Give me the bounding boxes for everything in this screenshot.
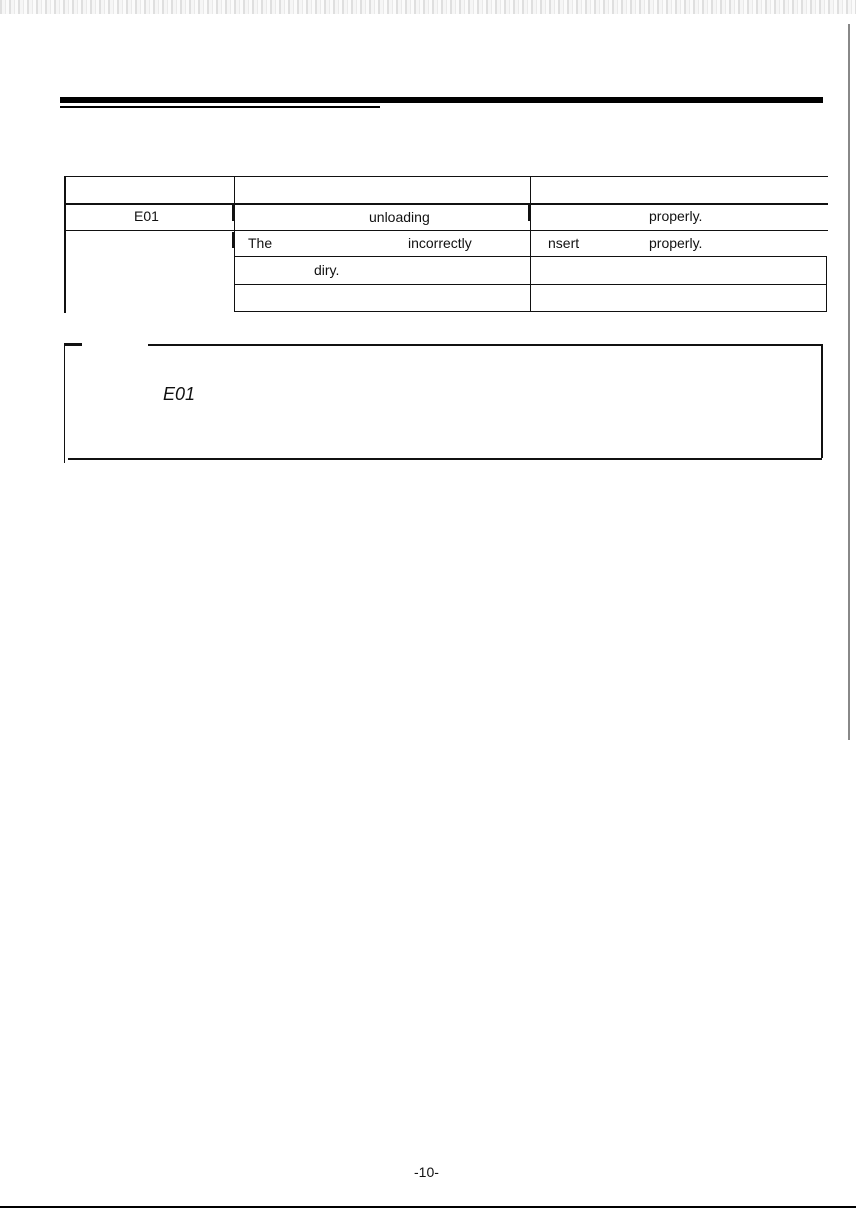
- table-cell-cause: unloading: [369, 209, 430, 225]
- table-row-divider: [65, 230, 828, 231]
- page-bottom-rule: [0, 1206, 856, 1208]
- note-box-right-border: [821, 344, 823, 458]
- table-cell-cause: diry.: [314, 262, 340, 278]
- table-left-border: [64, 176, 66, 313]
- page-edge-shadow: [848, 24, 850, 740]
- table-cell-cause: The: [248, 235, 273, 251]
- note-box-left-border: [64, 343, 65, 463]
- note-box-top-border: [148, 344, 823, 346]
- table-cell-remedy: nsert: [548, 235, 580, 251]
- table-column-divider: [234, 176, 235, 312]
- note-box-corner-mark: [64, 343, 82, 346]
- scan-artifact: [232, 232, 234, 248]
- table-cell-code: E01: [134, 208, 159, 224]
- note-error-code: E01: [163, 384, 196, 404]
- table-cell-remedy: properly.: [649, 235, 703, 251]
- scan-noise-top: [0, 0, 856, 14]
- table-header-border: [65, 203, 828, 205]
- header-rule-thick: [60, 97, 823, 103]
- header-rule-thin: [60, 106, 380, 108]
- scan-artifact: [528, 205, 530, 221]
- table-top-border: [65, 176, 828, 177]
- table-cell-cause: incorrectly: [408, 235, 472, 251]
- note-box-bottom-border: [68, 458, 822, 460]
- page-number: -10-: [414, 1164, 439, 1180]
- table-column-divider: [530, 176, 531, 312]
- table-cell-remedy: properly.: [649, 208, 703, 224]
- scan-artifact: [232, 205, 234, 221]
- table-right-border: [826, 256, 827, 312]
